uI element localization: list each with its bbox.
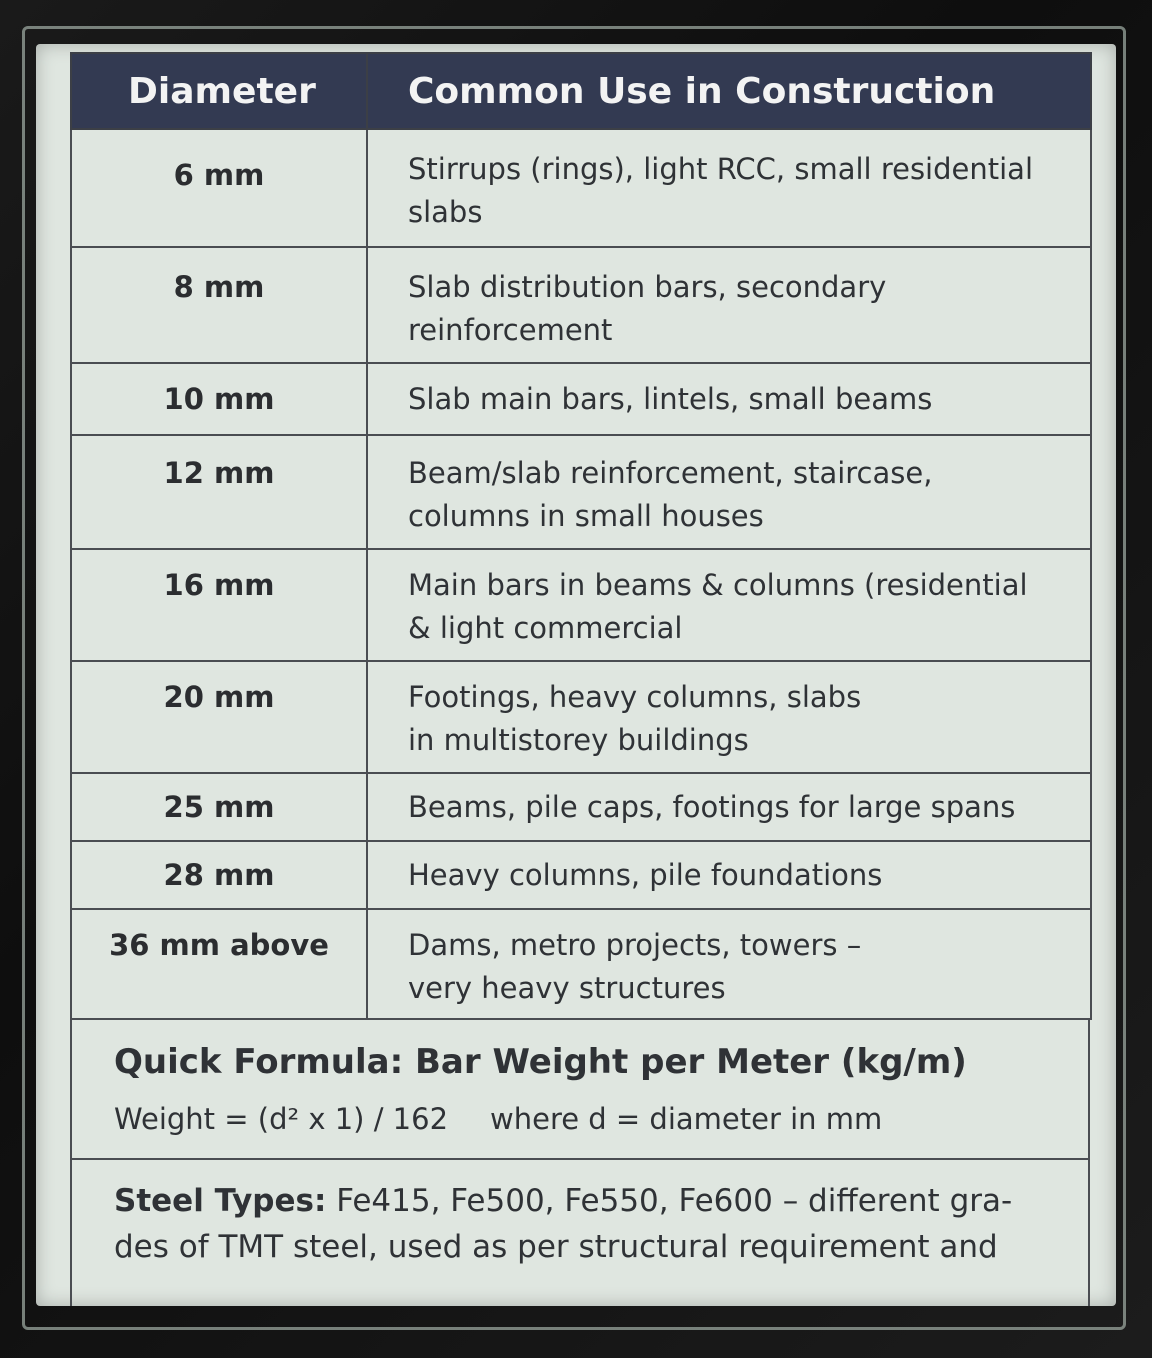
quick-formula-section — [70, 1018, 1090, 1160]
use-cell: Dams, metro projects, towers – very heavy structures — [367, 909, 1091, 1019]
diameter-cell: 8 mm — [71, 247, 367, 363]
steel-types-label: Steel Types: — [114, 1183, 327, 1219]
formula-title: Quick Formula: Bar Weight per Meter (kg/m) — [114, 1042, 967, 1082]
use-cell: Stirrups (rings), light RCC, small residential slabs — [367, 129, 1091, 247]
table-row — [71, 909, 1091, 1019]
table-row — [71, 129, 1091, 247]
use-cell: Slab main bars, lintels, small beams — [367, 363, 1091, 435]
diameter-cell: 12 mm — [71, 435, 367, 549]
diameter-cell: 36 mm above — [71, 909, 367, 1019]
table-row — [71, 435, 1091, 549]
diameter-cell: 10 mm — [71, 363, 367, 435]
formula-where-note: where d = diameter in mm — [490, 1102, 883, 1136]
diameter-cell: 20 mm — [71, 661, 367, 773]
use-cell: Heavy columns, pile foundations — [367, 841, 1091, 909]
diameter-cell: 6 mm — [71, 129, 367, 247]
table-row — [71, 841, 1091, 909]
header-diameter: Diameter — [71, 53, 367, 129]
use-cell: Main bars in beams & columns (residential & light commercial — [367, 549, 1091, 661]
table-row — [71, 247, 1091, 363]
steel-types-text — [114, 1178, 1044, 1270]
table-header-row — [71, 53, 1091, 129]
table-row — [71, 549, 1091, 661]
table-row — [71, 363, 1091, 435]
rebar-reference-card — [36, 44, 1116, 1306]
diameter-cell: 16 mm — [71, 549, 367, 661]
table-row — [71, 661, 1091, 773]
diameter-cell: 28 mm — [71, 841, 367, 909]
use-cell: Slab distribution bars, secondary reinforcement — [367, 247, 1091, 363]
steel-types-section — [70, 1160, 1090, 1306]
table-row — [71, 773, 1091, 841]
use-cell: Footings, heavy columns, slabs in multistorey buildings — [367, 661, 1091, 773]
diameter-cell: 25 mm — [71, 773, 367, 841]
formula-expression: Weight = (d² x 1) / 162 — [114, 1102, 449, 1136]
steel-types-line1: Fe415, Fe500, Fe550, Fe600 – different gra- — [326, 1183, 1013, 1219]
header-common-use: Common Use in Construction — [367, 53, 1091, 129]
rebar-diameter-table — [70, 52, 1092, 1020]
use-cell: Beams, pile caps, footings for large spans — [367, 773, 1091, 841]
steel-types-line2: des of TMT steel, used as per structural requirement and — [114, 1229, 998, 1265]
use-cell: Beam/slab reinforcement, staircase, columns in small houses — [367, 435, 1091, 549]
